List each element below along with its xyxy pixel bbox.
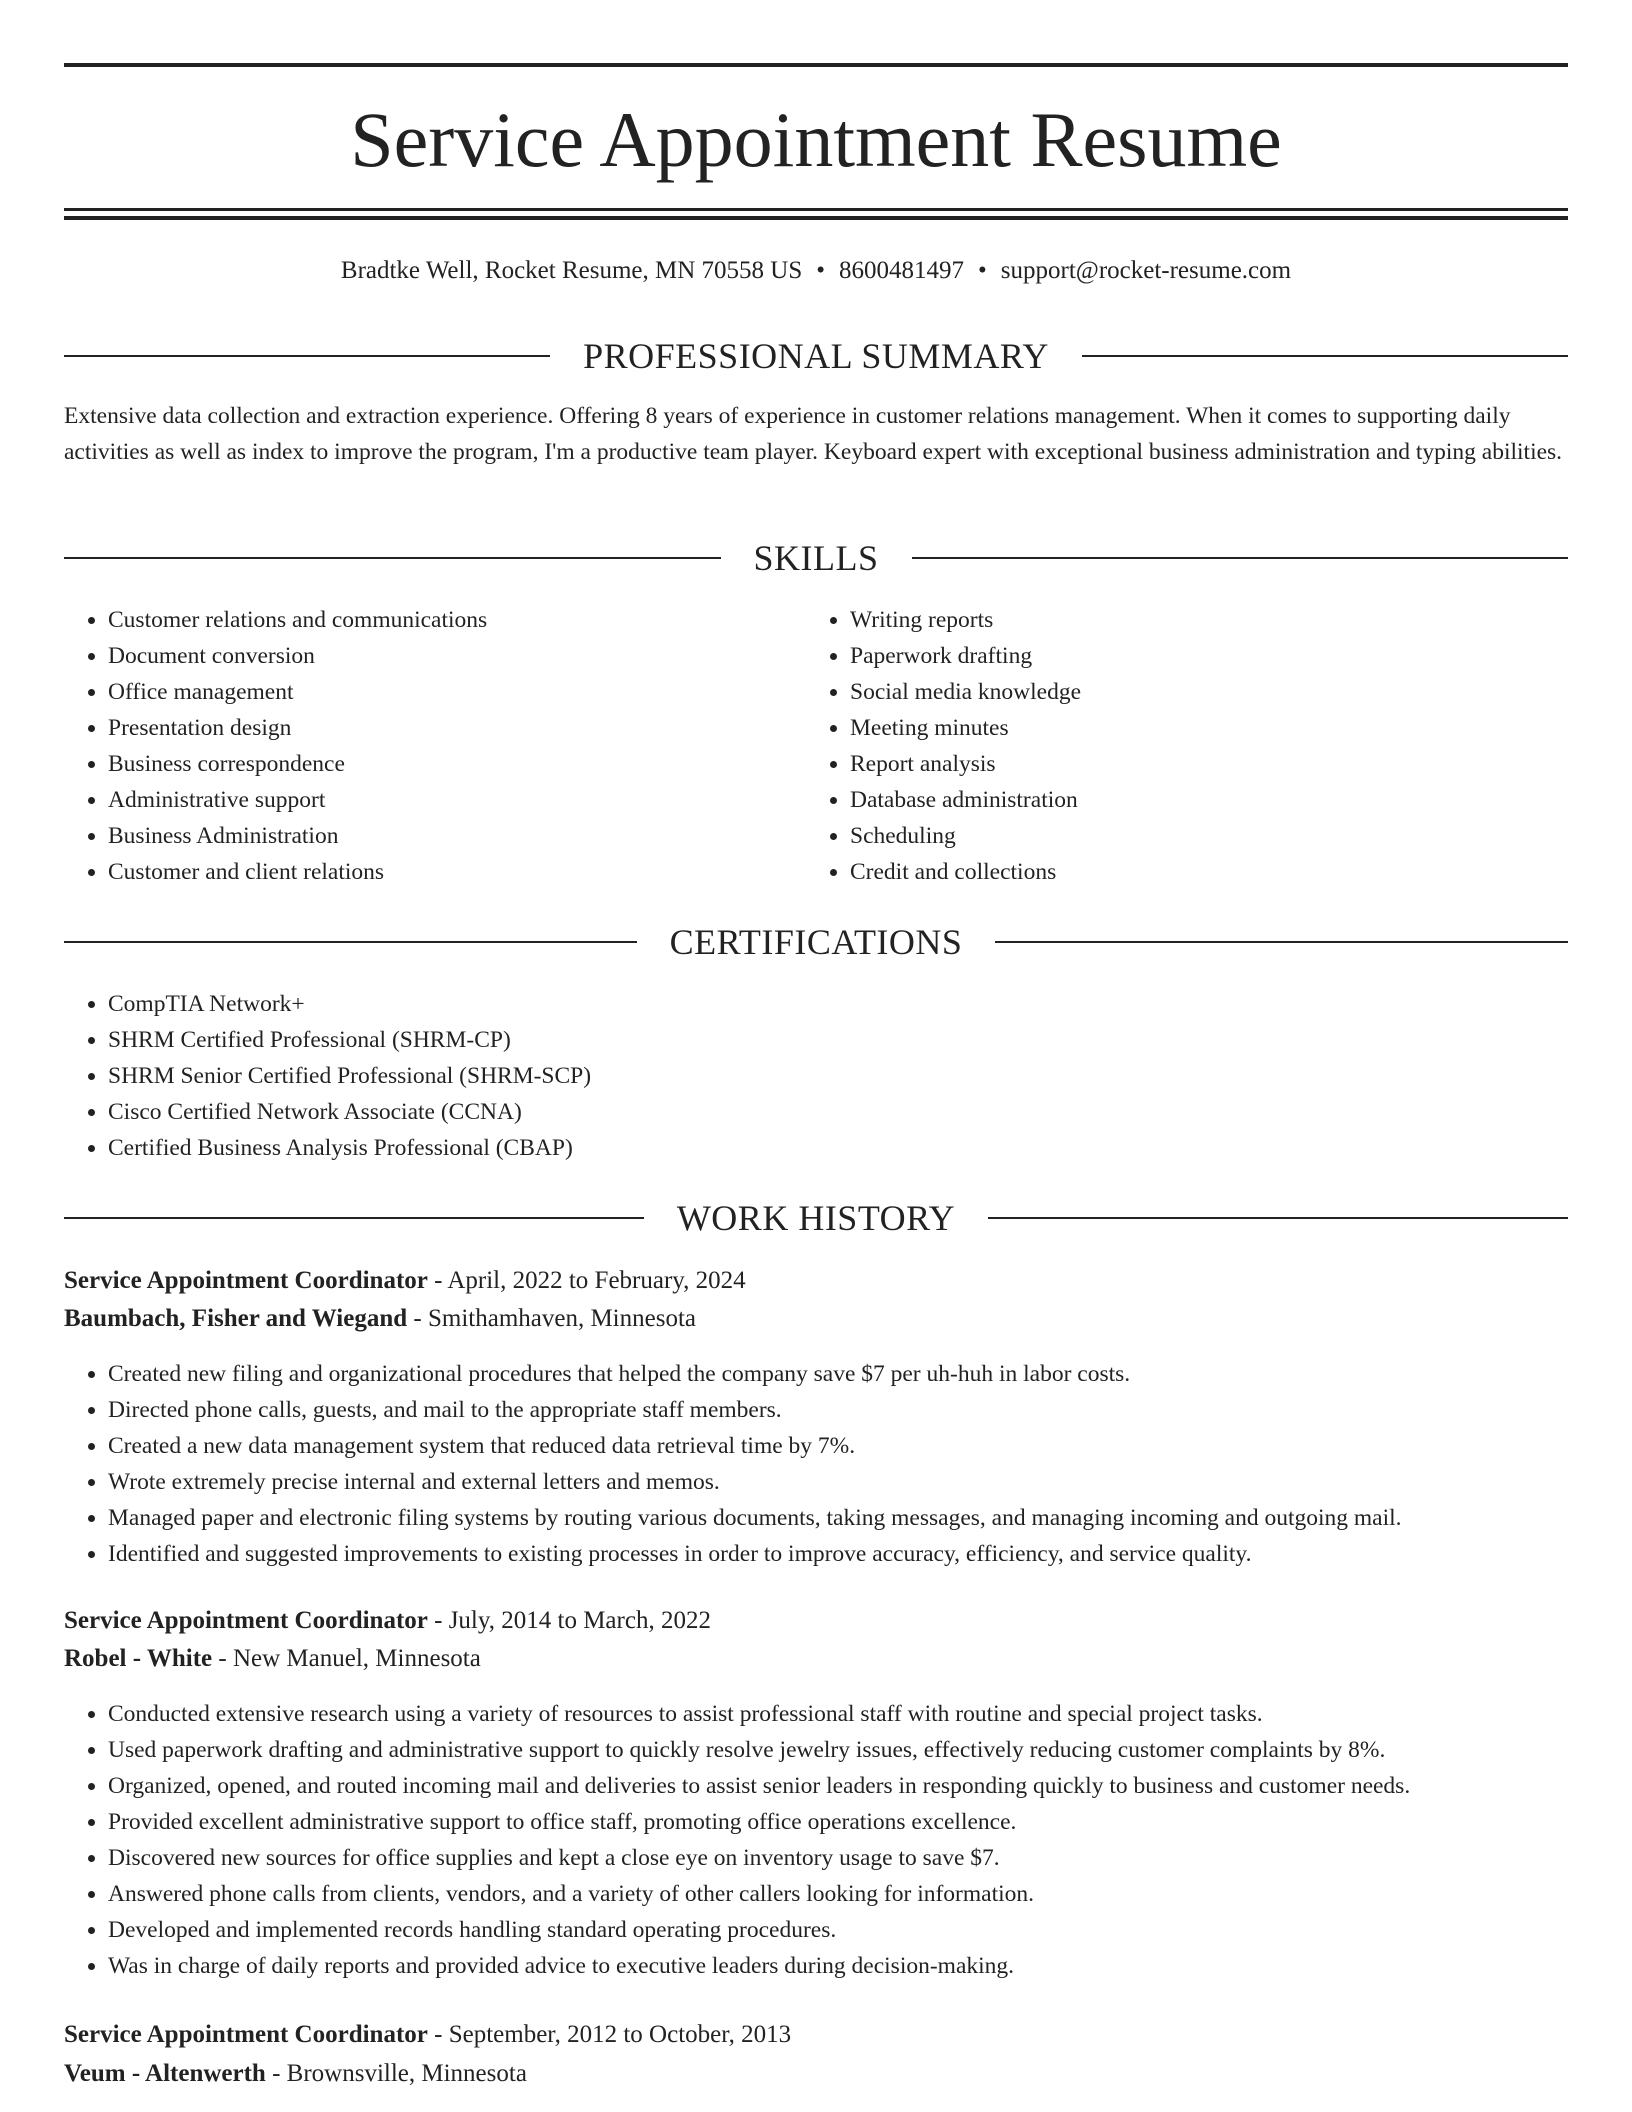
job-bullet: • Answered phone calls from clients, vendors, and a variety of other callers looking for information. <box>108 1876 1612 1912</box>
skill-item: • Database administration <box>850 782 1550 818</box>
summary-text: Extensive data collection and extraction experience. Offering 8 years of experience in customer relations management. When it comes to supporting daily activities as well as index to improve the program, I'm a productive team player. Keyboard expert with exceptional business administration and typing abilities. <box>64 403 1563 465</box>
skill-item: • Report analysis <box>850 746 1550 782</box>
job-location: - Brownsville, Minnesota <box>265 2060 527 2087</box>
heading-rule-right <box>1082 355 1568 357</box>
skills-list-left <box>64 602 768 890</box>
contact-email: support@rocket-resume.com <box>1000 257 1292 284</box>
job-company-line <box>64 1300 1568 1338</box>
section-heading-certifications <box>64 920 1568 964</box>
skill-item: • Document conversion <box>108 638 768 674</box>
certifications-list <box>64 986 1508 1166</box>
section-heading-summary <box>64 334 1568 378</box>
job-company-line <box>64 1640 1568 1678</box>
job-company: Baumbach, Fisher and Wiegand <box>64 1305 408 1332</box>
skill-item: • Customer relations and communications <box>108 602 768 638</box>
job-bullet: • Organized, opened, and routed incoming mail and deliveries to assist senior leaders in responding quickly to business and customer needs. <box>108 1768 1612 1804</box>
section-heading-work-history <box>64 1196 1568 1240</box>
job-bullet: • Developed and implemented records handling standard operating procedures. <box>108 1912 1612 1948</box>
job-bullet: • Provided excellent administrative support to office staff, promoting office operations excellence. <box>108 1804 1612 1840</box>
job-bullet: • Wrote extremely precise internal and external letters and memos. <box>108 1464 1612 1500</box>
skill-item: • Credit and collections <box>850 854 1550 890</box>
heading-rule-left <box>64 355 550 357</box>
contact-line <box>64 254 1568 288</box>
certification-item: • SHRM Certified Professional (SHRM-CP) <box>108 1022 1508 1058</box>
job-dates: - July, 2014 to March, 2022 <box>427 1607 711 1634</box>
skill-item: • Scheduling <box>850 818 1550 854</box>
heading-rule-left <box>64 941 637 943</box>
job-bullet: • Managed paper and electronic filing systems by routing various documents, taking messages, and managing incoming and outgoing mail. <box>108 1500 1612 1536</box>
certification-item: • SHRM Senior Certified Professional (SHRM-SCP) <box>108 1058 1508 1094</box>
certification-item: • Cisco Certified Network Associate (CCNA) <box>108 1094 1508 1130</box>
job-title: Service Appointment Coordinator <box>64 1607 428 1634</box>
job-bullets <box>64 1356 1612 1572</box>
heading-rule-left <box>64 1217 644 1219</box>
job-location: - Smithamhaven, Minnesota <box>407 1305 696 1332</box>
skill-item: • Social media knowledge <box>850 674 1550 710</box>
title-rule-upper <box>64 208 1568 211</box>
certification-item: • Certified Business Analysis Professional (CBAP) <box>108 1130 1508 1166</box>
job-bullet: • Conducted extensive research using a variety of resources to assist professional staff with routine and special project tasks. <box>108 1696 1612 1732</box>
job-title-line <box>64 1602 1568 1640</box>
skill-item: • Business correspondence <box>108 746 768 782</box>
skill-item: • Writing reports <box>850 602 1550 638</box>
contact-phone: 8600481497 <box>839 257 965 284</box>
title-rule-lower <box>64 216 1568 220</box>
section-heading-skills <box>64 536 1568 580</box>
job-bullet: • Identified and suggested improvements to existing processes in order to improve accuracy, efficiency, and service quality. <box>108 1536 1612 1572</box>
top-rule <box>64 63 1568 67</box>
skills-list-right <box>806 602 1550 890</box>
job-title: Service Appointment Coordinator <box>64 2021 428 2048</box>
skill-item: • Presentation design <box>108 710 768 746</box>
certification-item: • CompTIA Network+ <box>108 986 1508 1022</box>
job-title-line <box>64 1262 1568 1300</box>
job-dates: - September, 2012 to October, 2013 <box>427 2021 792 2048</box>
heading-rule-right <box>988 1217 1568 1219</box>
contact-separator: • <box>978 257 987 284</box>
contact-address: Bradtke Well, Rocket Resume, MN 70558 US <box>340 257 803 284</box>
skill-item: • Paperwork drafting <box>850 638 1550 674</box>
resume-title: Service Appointment Resume <box>350 96 1282 183</box>
section-heading-label: WORK HISTORY <box>676 1198 956 1238</box>
skill-item: • Customer and client relations <box>108 854 768 890</box>
job-bullet: • Created new filing and organizational procedures that helped the company save $7 per uh-huh in labor costs. <box>108 1356 1612 1392</box>
job-company: Veum - Altenwerth <box>64 2060 266 2087</box>
section-heading-label: SKILLS <box>753 538 879 578</box>
heading-rule-right <box>995 941 1568 943</box>
section-heading-label: PROFESSIONAL SUMMARY <box>583 336 1049 376</box>
job-location: - New Manuel, Minnesota <box>212 1645 481 1672</box>
job-bullets <box>64 1696 1612 1984</box>
section-heading-label: CERTIFICATIONS <box>669 922 963 962</box>
job-company-line <box>64 2055 1568 2093</box>
job-company: Robel - White <box>64 1645 213 1672</box>
heading-rule-left <box>64 557 721 559</box>
job-bullet: • Directed phone calls, guests, and mail to the appropriate staff members. <box>108 1392 1612 1428</box>
contact-separator: • <box>816 257 826 284</box>
skill-item: • Office management <box>108 674 768 710</box>
skill-item: • Meeting minutes <box>850 710 1550 746</box>
job-title-line <box>64 2016 1568 2054</box>
job-bullet: • Was in charge of daily reports and provided advice to executive leaders during decision-making. <box>108 1948 1612 1984</box>
skill-item: • Administrative support <box>108 782 768 818</box>
job-dates: - April, 2022 to February, 2024 <box>427 1267 746 1294</box>
job-title: Service Appointment Coordinator <box>64 1267 428 1294</box>
skill-item: • Business Administration <box>108 818 768 854</box>
heading-rule-right <box>912 557 1569 559</box>
job-bullet: • Used paperwork drafting and administrative support to quickly resolve jewelry issues, effectively reducing customer complaints by 8%. <box>108 1732 1612 1768</box>
job-bullet: • Discovered new sources for office supplies and kept a close eye on inventory usage to save $7. <box>108 1840 1612 1876</box>
job-bullet: • Created a new data management system that reduced data retrieval time by 7%. <box>108 1428 1612 1464</box>
